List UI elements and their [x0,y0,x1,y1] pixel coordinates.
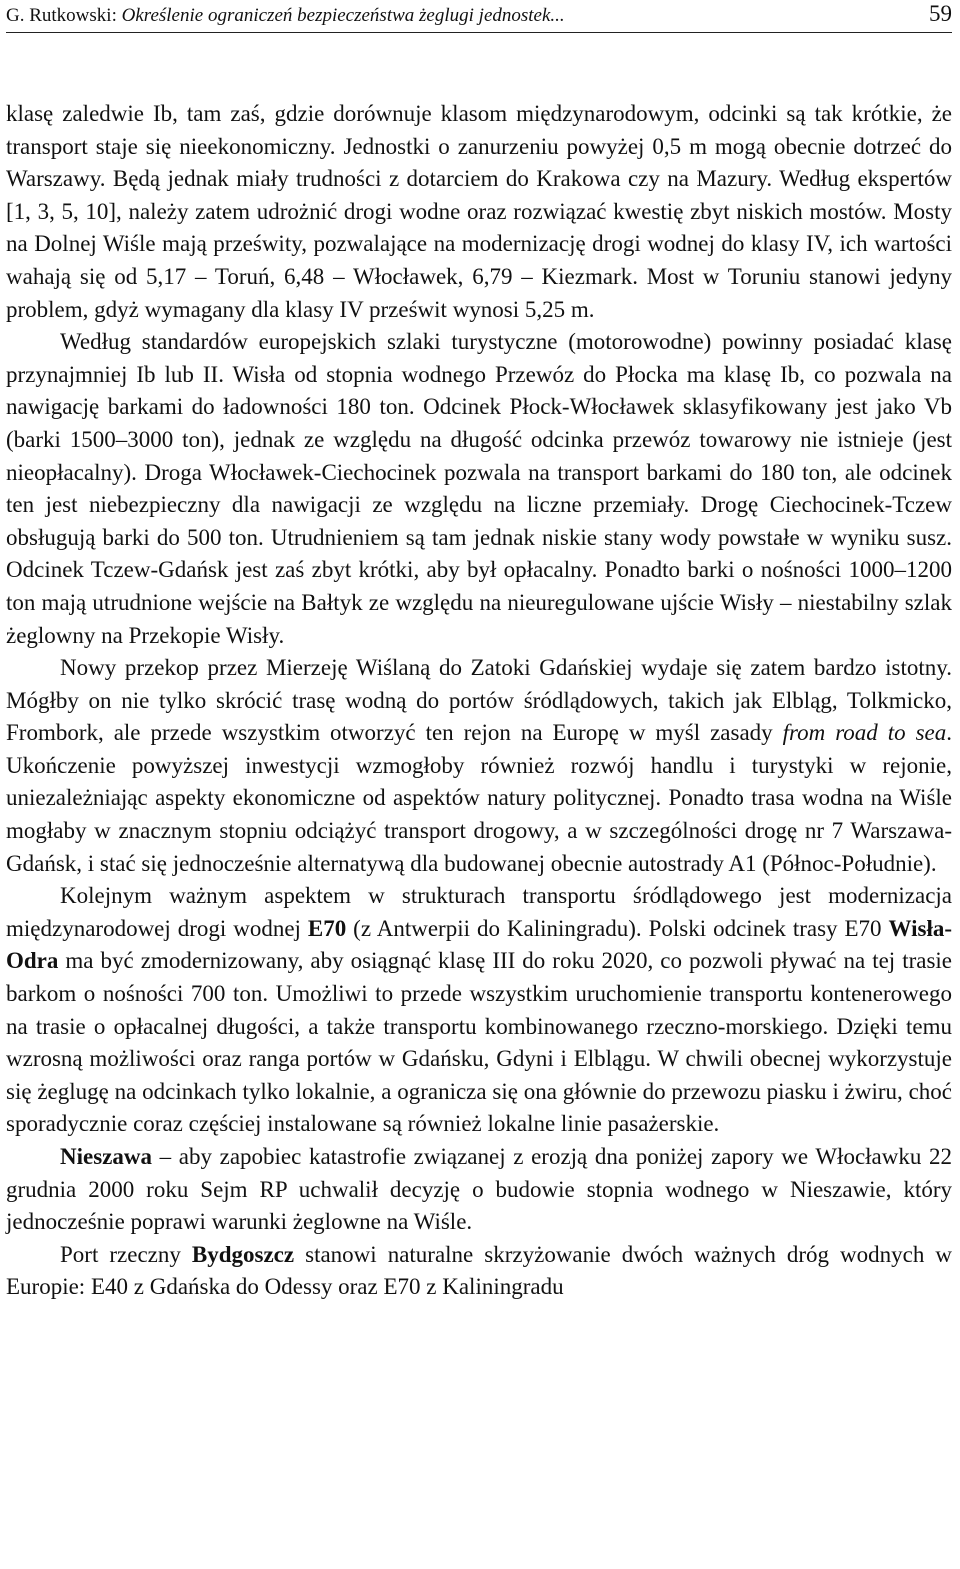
paragraph-4-bold-wisla-odra: Wisła-Odra [6,915,952,974]
paragraph-4-text-c: ma być zmodernizowany, aby osiągnąć klasę III do roku 2020, co pozwoli pływać na tej trasie barkom o nośności 700 ton. Umożliwi to przede wszystkim uruchomienie transportu kontenerowego na trasie o opłacalnej długości, a także transportu kombinowanego rzeczno-morskiego. Dzięki temu wzrosną możliwości oraz ranga portów w Gdańsku, Gdyni i Elblągu. W chwili obecnej wykorzystuje się żeglugę na odcinkach tylko lokalnie, a ogranicza się ona głównie do przewozu piasku i żwiru, choć sporadycznie coraz częściej instalowane są również lokalne linie pasażerskie. [6,948,952,1137]
paragraph-5-text: – aby zapobiec katastrofie związanej z erozją dna poniżej zapory we Włocławku 22 grudnia 2000 roku Sejm RP uchwalił decyzję o budowie stopnia wodnego w Nieszawie, który jednocześnie poprawi warunki żeglowne na Wiśle. [6,1144,952,1235]
paragraph-5-bold-nieszawa: Nieszawa [60,1144,152,1169]
paragraph-3 [6,652,952,880]
page-number: 59 [929,1,952,26]
paragraph-3-italic-phrase: from road to sea [782,720,947,746]
paragraph-4-text-a: Kolejnym ważnym aspektem w strukturach transportu śródlądowego jest modernizacja międzynarodowej drogi wodnej [6,883,952,941]
running-header [6,1,952,33]
header-article-title: Określenie ograniczeń bezpieczeństwa żeglugi jednostek... [121,5,565,26]
paragraph-2: Według standardów europejskich szlaki turystyczne (motorowodne) powinny posiadać klasę przynajmniej Ib lub II. Wisła od stopnia wodnego Przewóz do Płocka ma klasę Ib, co pozwala na nawigację barkami do ładowności 180 ton. Odcinek Płock-Włocławek sklasyfikowany jest jako Vb (barki 1500–3000 ton), jednak ze względu na długość odcinka przewóz towarowy nie istnieje (jest nieopłacalny). Droga Włocławek-Ciechocinek pozwala na transport barkami do 180 ton, ale odcinek ten jest niebezpieczny dla nawigacji ze względu na liczne przemiały. Drogę Ciechocinek-Tczew obsługują barki do 500 ton. Utrudnieniem są tam jednak niskie stany wody powstałe w wyniku susz. Odcinek Tczew-Gdańsk jest zaś zbyt krótki, aby był opłacalny. Ponadto barki o nośności 1000–1200 ton mają utrudnione wejście na Bałtyk ze względu na nieuregulowane ujście Wisły – niestabilny szlak żeglowny na Przekopie Wisły. [6,329,952,648]
paragraph-5 [6,1141,952,1239]
paragraph-4 [6,880,952,1141]
paragraph-3-text-b: . Ukończenie powyższej inwestycji wzmogłoby również rozwój handlu i turystyki w rejonie, uniezależniając aspekty ekonomiczne od aspektów natury politycznej. Ponadto trasa wodna na Wiśle mogłaby w znacznym stopniu odciążyć transport drogowy, a w szczególności drogę nr 7 Warszawa-Gdańsk, i stać się jednocześnie alternatywą dla budowanej obecnie autostrady A1 (Północ-Południe). [6,720,952,876]
paragraph-6-text-b: stanowi naturalne skrzyżowanie dwóch ważnych dróg wodnych w Europie: E40 z Gdańska do Odessy oraz E70 z Kaliningradu [6,1241,952,1300]
paragraph-6-text-a: Port rzeczny [60,1241,192,1267]
paragraph-6-bold-bydgoszcz: Bydgoszcz [191,1241,295,1267]
paragraph-4-bold-e70: E70 [307,915,347,941]
running-header-title [6,6,565,26]
paragraph-4-text-b: (z Antwerpii do Kaliningradu). Polski odcinek trasy E70 [346,915,889,941]
paragraph-1: klasę zaledwie Ib, tam zaś, gdzie dorównuje klasom międzynarodowym, odcinki są tak krótkie, że transport staje się nieekonomiczny. Jednostki o zanurzeniu powyżej 0,5 m mogą obecnie dotrzeć do Warszawy. Będą jednak miały trudności z dotarciem do Krakowa czy na Mazury. Według ekspertów [1, 3, 5, 10], należy zatem udrożnić drogi wodne oraz rozwiązać kwestię zbyt niskich mostów. Mosty na Dolnej Wiśle mają prześwity, pozwalające na modernizację drogi wodnej do klasy IV, ich wartości wahają się od 5,17 – Toruń, 6,48 – Włocławek, 6,79 – Kiezmark. Most w Toruniu stanowi jedyny problem, gdyż wymagany dla klasy IV prześwit wynosi 5,25 m. [6,101,952,322]
body-text [6,98,952,1304]
paragraph-6 [6,1239,952,1304]
paragraph-3-text-a: Nowy przekop przez Mierzeję Wiślaną do Zatoki Gdańskiej wydaje się zatem bardzo istotny. Mógłby on nie tylko skrócić trasę wodną do portów śródlądowych, takich jak Elbląg, Tolkmicko, Frombork, ale przede wszystkim otworzyć ten rejon na Europę w myśl zasady [6,655,952,746]
header-author: G. Rutkowski: [6,5,122,26]
